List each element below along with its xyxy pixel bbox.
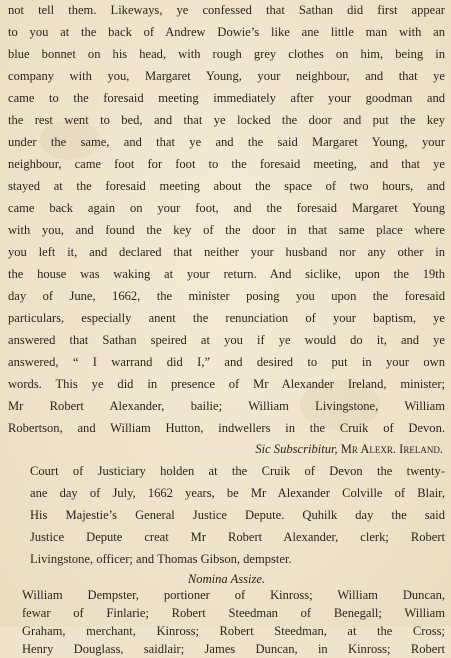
subscription-line [8,438,443,460]
text-line: company with you, Margaret Young, your neighbour, and that ye [8,69,445,83]
text-line: answered, “ I warrand did I,” and desired to put in your own [8,355,445,369]
text-line: blue bonnet on his head, with rough grey clothes on him, being in [8,47,445,61]
text-line: Henry Douglass, saidlair; James Duncan, in Kinross; Robert [22,642,445,656]
text-line: Justice Depute creat Mr Robert Alexander, clerk; Robert [30,530,445,544]
text-line: came to the foresaid meeting immediately after your goodman and [8,91,445,105]
subscription-name: Mr Alexr. Ireland. [340,442,443,456]
text-line: fewar of Finlarie; Robert Steedman of Benegall; William [22,606,445,620]
text-line: particulars, especially anent the renunciation of your baptism, ye [8,311,445,325]
text-line: Graham, merchant, Kinross; Robert Steedman, at the Cross; [22,624,445,638]
assize-heading: Nomina Assize. [187,572,266,586]
text-line: words. This ye did in presence of Mr Alexander Ireland, minister; [8,377,445,391]
text-line: not tell them. Likeways, ye confessed that Sathan did first appear [8,3,445,17]
text-line: the rest went to bed, and that ye locked the door and put the key [8,113,445,127]
text-line: stayed at the foresaid meeting about the space of two hours, and [8,179,445,193]
text-line: neighbour, came foot for foot to the foresaid meeting, and that ye [8,157,445,171]
text-line: came back again on your foot, and the foresaid Margaret Young [8,201,445,215]
text-line: to you at the back of Andrew Dowie’s like ane little man with an [8,25,445,39]
text-line: Livingstone, officer; and Thomas Gibson, dempster. [30,552,292,566]
subscription-latin: Sic Subscribitur, [255,442,338,456]
text-line: Robertson, and William Hutton, indwellers in the Cruik of Devon. [8,421,445,435]
text-line: you left it, and declared that neither your husband nor any other in [8,245,445,259]
text-line: His Majestie’s General Justice Depute. Quhilk day the said [30,508,445,522]
text-line: day of June, 1662, the minister posing you upon the foresaid [8,289,445,303]
text-line: under the same, and that ye and the said Margaret Young, your [8,135,445,149]
text-line: answered that Sathan speired at you if ye would do it, and ye [8,333,445,347]
text-line: Mr Robert Alexander, bailie; William Livingstone, William [8,399,445,413]
text-line: Court of Justiciary holden at the Cruik of Devon the twenty- [30,464,445,478]
text-line: ane day of July, 1662 years, be Mr Alexander Colville of Blair, [30,486,445,500]
text-line: William Dempster, portioner of Kinross; William Duncan, [22,588,445,602]
text-line: the house was waking at your return. And siclike, upon the 19th [8,267,445,281]
text-line: with you, and found the key of the door in that same place where [8,223,445,237]
